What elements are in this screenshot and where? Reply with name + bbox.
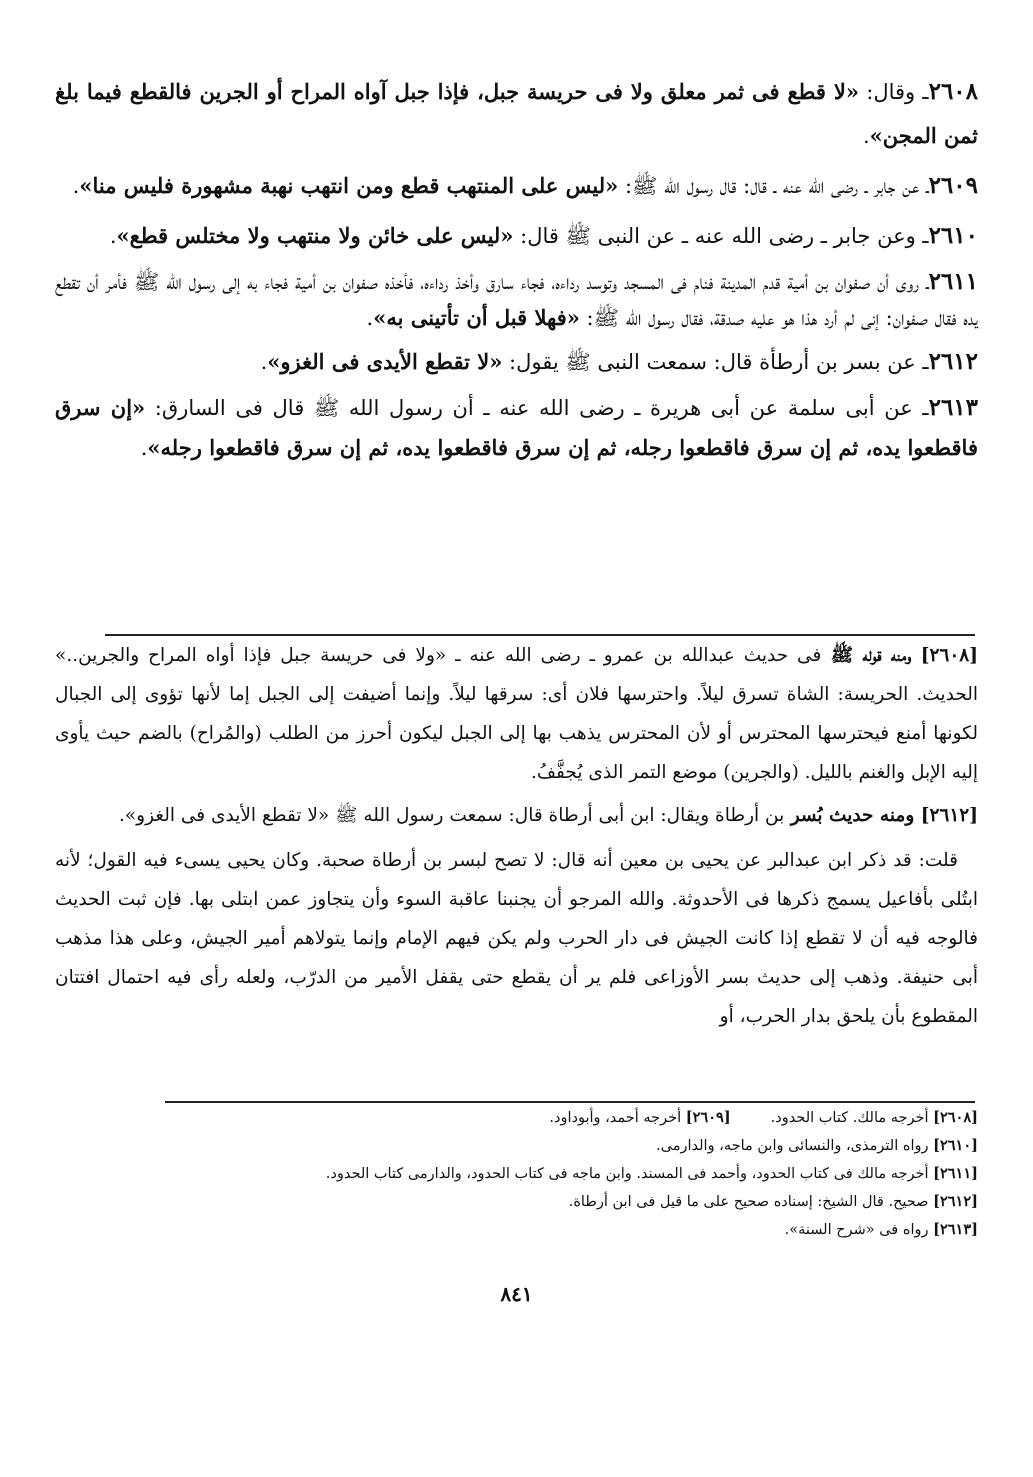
- footnote-number: [٢٦٠٩]: [685, 1109, 731, 1126]
- hadith-2611: [55, 264, 978, 336]
- footnote-number: [٢٦٠٨]: [933, 1109, 978, 1126]
- hadith-2608: [55, 70, 978, 158]
- hadith-end: .: [366, 306, 374, 330]
- hadith-number: ٢٦١٠: [928, 222, 978, 249]
- commentary-lead: ومنه قوله ﷺ: [821, 645, 921, 666]
- hadith-matn: «إن سرق فاقطعوا يده، ثم إن سرق فاقطعوا رجله، ثم إن سرق فاقطعوا يده، ثم إن سرق فاقطعوا رجله»: [55, 395, 978, 460]
- hadith-number: ٢٦٠٨: [928, 78, 979, 105]
- hadith-matn: «ليس على خائن ولا منتهب ولا مختلس قطع»: [116, 223, 514, 248]
- hadith-2613: [55, 388, 978, 468]
- footnote-number: [٢٦١٠]: [933, 1137, 978, 1154]
- hadith-matn: «لا قطع فى ثمر معلق ولا فى حريسة جبل، فإذا جبل آواه المراح أو الجرين فالقطع فيما بلغ ثمن المجن»: [55, 79, 978, 148]
- hadith-end: .: [109, 224, 117, 248]
- commentary-2612: [55, 796, 978, 835]
- footnote-row: [55, 1216, 978, 1244]
- footnotes-section: [55, 1104, 978, 1244]
- hadith-matn: «فهلا قبل أن تأتينى به»: [373, 305, 580, 330]
- footnote-text: صحيح. قال الشيخ: إسناده صحيح على ما قيل فى ابن أرطاة.: [568, 1194, 934, 1210]
- footnote-number: [٢٦١٢]: [933, 1193, 978, 1210]
- commentary-lead: ومنه حديث بُسر: [784, 805, 921, 826]
- hadith-number: ٢٦١٢: [928, 348, 978, 375]
- footnote-row: [55, 1132, 978, 1160]
- hadith-intro: ـ وقال:: [858, 80, 929, 104]
- commentary-2608: [55, 636, 978, 792]
- page-number: ٨٤١: [500, 1282, 533, 1306]
- hadith-matn: «لا تقطع الأيدى فى الغزو»: [267, 349, 503, 374]
- hadith-section: [55, 70, 978, 468]
- hadith-intro: ـ عن جابر ـ رضى الله عنه ـ قال: قال رسول الله ﷺ:: [618, 174, 929, 198]
- hadith-intro: ـ وعن جابر ـ رضى الله عنه ـ عن النبى ﷺ قال:: [513, 224, 929, 248]
- hadith-end: .: [72, 174, 80, 198]
- commentary-text: بن أرطاة ويقال: ابن أبى أرطاة قال: سمعت رسول الله ﷺ «لا تقطع الأيدى فى الغزو».: [118, 805, 785, 826]
- hadith-2609: [55, 164, 978, 208]
- commentary-ref: [٢٦٠٨]: [920, 645, 978, 666]
- hadith-number: ٢٦١١: [928, 268, 978, 295]
- footnote-text: أخرجه مالك. كتاب الحدود.: [770, 1110, 934, 1126]
- hadith-2612: [55, 340, 978, 384]
- footnote-row: [55, 1188, 978, 1216]
- hadith-end: .: [140, 436, 148, 460]
- footnote-text: رواه فى «شرح السنة».: [784, 1222, 934, 1238]
- hadith-intro: ـ عن بسر بن أرطأة قال: سمعت النبى ﷺ يقول:: [502, 350, 929, 374]
- hadith-2610: [55, 214, 978, 258]
- commentary-text: فى حديث عبدالله بن عمرو ـ رضى الله عنه ـ «ولا فى حريسة جبل فإذا أواه المراح والجرين..» الحديث. الحريسة: الشاة تسرق ليلاً. واحترسها فلان أى: سرقها ليلاً. وإنما أضيفت إلى الجبل إما لأنها تؤوى إلى الجبال لكونها أمنع فيحترسها المحترس أو لأن المحترس يذهب بها إلى الجبل ليكون أحرز من الطلب (والمُراح) بالضم حيث يأوى إليه الإبل والغنم بالليل. (والجرين) موضع التمر الذى يُجفَّفُ.: [55, 645, 978, 783]
- hadith-end: .: [260, 350, 268, 374]
- footnote-divider: [165, 1101, 975, 1103]
- hadith-intro: ـ روى أن صفوان بن أمية قدم المدينة فنام فى المسجد وتوسد رداءه، فجاء سارق وأخذ رداءه، فأخذه صفوان بن أمية فجاء به إلى رسول الله ﷺ فأمر أن تقطع يده فقال صفوان: إنى لم أرد هذا هو عليه صدقة، فقال رسول الله ﷺ:: [55, 270, 978, 330]
- footnote-row: [55, 1160, 978, 1188]
- hadith-intro: ـ عن أبى سلمة عن أبى هريرة ـ رضى الله عنه ـ أن رسول الله ﷺ قال فى السارق:: [145, 396, 929, 420]
- hadith-matn: «ليس على المنتهب قطع ومن انتهب نهبة مشهورة فليس منا»: [79, 173, 619, 198]
- footnote-text: رواه الترمذى، والنسائى وابن ماجه، والدارمى.: [656, 1138, 934, 1154]
- footnote-number: [٢٦١١]: [933, 1165, 978, 1182]
- hadith-end: .: [862, 124, 870, 148]
- commentary-text: قلت: قد ذكر ابن عبدالبر عن يحيى بن معين أنه قال: لا تصح لبسر بن أرطاة صحبة. وكان يحيى يسىء فيه القول؛ لأنه ابتُلى بأفاعيل يسمج ذكرها فى الأحدوثة. والله المرجو أن يجنبنا عاقبة السوء وأن يتجاوز عمن ابتلى بها. فإن ثبت الحديث فالوجه فيه أن لا تقطع إذا كانت الجيش فى دار الحرب ولم يكن فيهم الإمام وإنما يتولاهم أمير الجيش، وعلى هذا مذهب أبى حنيفة. وذهب إلى حديث بسر الأوزاعى فلم ير أن يقطع حتى يقفل الأمير من الدرّب، ولعله رأى فيه احتمال افتتان المقطوع بأن يلحق بدار الحرب، أو: [55, 850, 978, 1027]
- commentary-section: [55, 636, 978, 1036]
- commentary-ref: [٢٦١٢]: [920, 805, 978, 826]
- footnote-text: أخرجه أحمد، وأبوداود.: [549, 1110, 686, 1126]
- hadith-number: ٢٦٠٩: [928, 172, 978, 199]
- footnote-text: أخرجه مالك فى كتاب الحدود، وأحمد فى المسند. وابن ماجه فى كتاب الحدود، والدارمى كتاب الحدود.: [325, 1166, 934, 1182]
- footnote-row: [55, 1104, 978, 1132]
- commentary-note: [55, 841, 978, 1036]
- hadith-number: ٢٦١٣: [928, 394, 979, 421]
- footnote-number: [٢٦١٣]: [933, 1221, 978, 1238]
